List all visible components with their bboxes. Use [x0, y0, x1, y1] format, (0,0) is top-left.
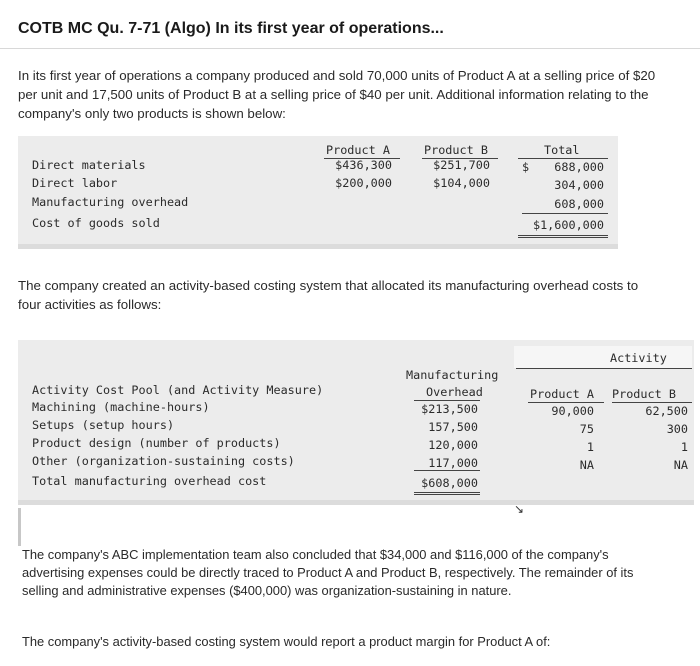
double-rule: [414, 494, 480, 495]
pool-label: Machining (machine-hours): [32, 400, 210, 414]
rule: [414, 470, 480, 471]
pool-overhead: 157,500: [428, 420, 478, 434]
rule: [528, 402, 604, 403]
dollar-sign: $: [522, 160, 530, 174]
pool-a: NA: [579, 458, 594, 472]
double-rule: [518, 235, 608, 236]
pool-label: Other (organization-sustaining costs): [32, 454, 295, 468]
table-shadow: [18, 244, 618, 249]
cell-total: 304,000: [554, 178, 604, 192]
rule: [518, 158, 608, 159]
rule: [414, 400, 480, 401]
pool-b: NA: [673, 458, 688, 472]
pool-header: Activity Cost Pool (and Activity Measure): [32, 383, 324, 397]
question-prompt: The company's activity-based costing system would report a product margin for Product A of:: [22, 634, 551, 649]
row-label: Direct materials: [32, 158, 146, 172]
intro-text: In its first year of operations a company produced and sold 70,000 units of Product A at a selling price of $20 per unit and 17,500 units of Product B at a selling price of $40 per unit. Additional information relating to the company's only two products is shown below:: [18, 68, 656, 121]
header-product-a: Product A: [326, 143, 390, 157]
mo-header-line1: Manufacturing: [406, 368, 499, 382]
double-rule: [414, 492, 480, 493]
pool-a: 1: [586, 440, 594, 454]
rule: [612, 402, 692, 403]
cell-b: $104,000: [433, 176, 490, 190]
rule: [516, 368, 692, 369]
row-label: Manufacturing overhead: [32, 195, 189, 209]
pool-b: 1: [680, 440, 688, 454]
double-rule: [518, 237, 608, 238]
pool-overhead: 117,000: [428, 456, 478, 470]
cell-total: $1,600,000: [532, 218, 604, 232]
header-total: Total: [544, 143, 580, 157]
text-cursor-bar: [18, 508, 21, 546]
pool-a: 90,000: [551, 404, 594, 418]
total-label: Total manufacturing overhead cost: [32, 474, 267, 488]
pool-b: 62,500: [645, 404, 688, 418]
pool-overhead: 120,000: [428, 438, 478, 452]
pool-label: Product design (number of products): [32, 436, 281, 450]
header-product-b: Product B: [424, 143, 488, 157]
table-shadow: [18, 500, 694, 505]
pool-b: 300: [666, 422, 688, 436]
cell-a: $436,300: [335, 158, 392, 172]
question-title: COTB MC Qu. 7-71 (Algo) In its first year of operations...: [18, 20, 444, 37]
title-divider: [0, 48, 700, 49]
mouse-cursor-icon: ↘: [514, 502, 525, 516]
pool-overhead: $213,500: [421, 402, 478, 416]
cell-a: $200,000: [335, 176, 392, 190]
total-value: $608,000: [421, 476, 478, 490]
prod-a-header: Product A: [530, 387, 594, 401]
pool-a: 75: [579, 422, 594, 436]
row-label: Cost of goods sold: [32, 216, 160, 230]
cell-total: 688,000: [554, 160, 604, 174]
mo-header-line2: Overhead: [426, 385, 483, 399]
abc-conclusion-text: The company's ABC implementation team also concluded that $34,000 and $116,000 of the company's advertising expenses could be directly traced to Product A and Product B, respectively. The remainder of its selling and administrative expenses ($400,000) was organization-sustaining in nature.: [22, 547, 634, 598]
abc-intro-text: The company created an activity-based costing system that allocated its manufacturing overhead costs to four activities as follows:: [18, 278, 639, 312]
rule: [522, 213, 608, 214]
cell-b: $251,700: [433, 158, 490, 172]
row-label: Direct labor: [32, 176, 118, 190]
activity-header: Activity: [610, 351, 667, 365]
cell-total: 608,000: [554, 197, 604, 211]
pool-label: Setups (setup hours): [32, 418, 175, 432]
prod-b-header: Product B: [612, 387, 676, 401]
